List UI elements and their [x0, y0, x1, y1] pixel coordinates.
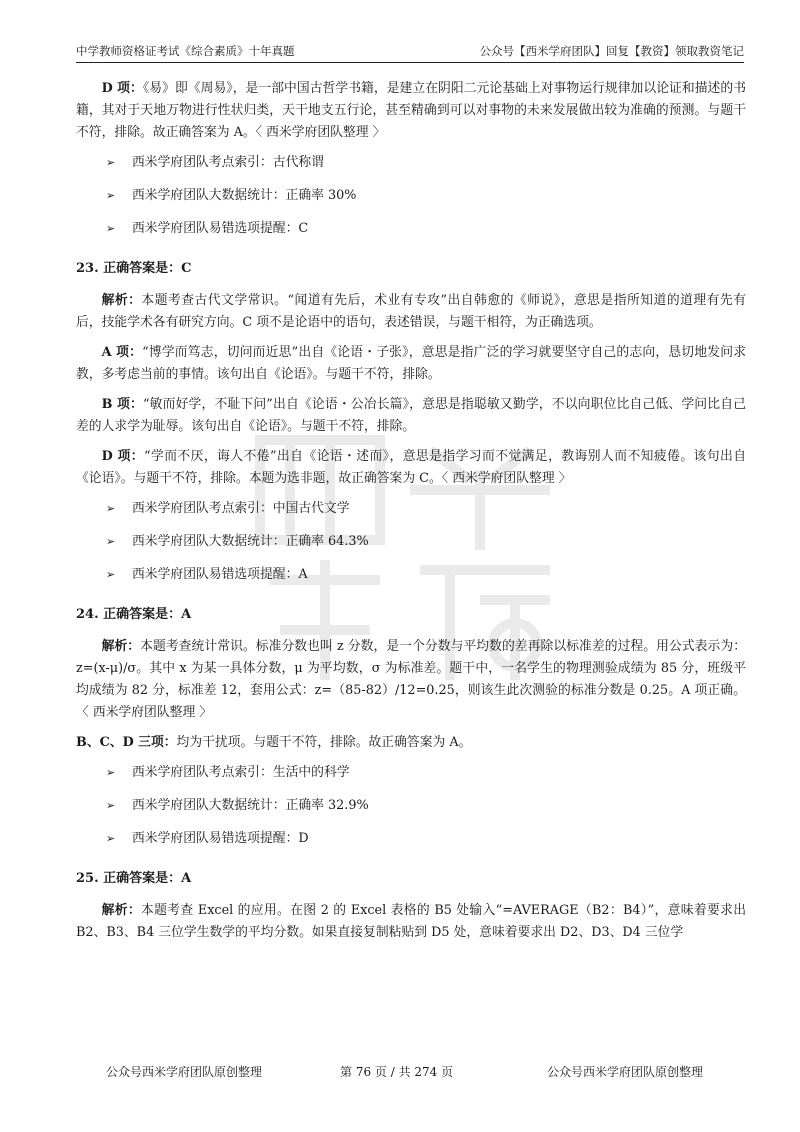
- arrow-bullet-icon: ➢: [106, 535, 116, 548]
- header-promo: 公众号【西米学府团队】回复【教资】领取教资笔记: [479, 44, 744, 58]
- option-d-label: D 项：: [101, 81, 143, 96]
- analysis-text: 本题考查 Excel 的应用。在图 2 的 Excel 表格的 B5 处输入“=AVERAGE（B2：B4）”，意味着要求出 B2、B3、B4 三位学生数学的平均分数。如果直接复制粘贴到 D5 处，意味着要求出 D2、D3、D4 三位学: [76, 903, 747, 940]
- option-b-label: B 项：: [101, 397, 143, 412]
- question-24-title: 24. 正确答案是：A: [76, 607, 192, 622]
- options-bcd-text: 均为干扰项。与题干不符，排除。故正确答案为 A。: [176, 735, 472, 750]
- footer-left: 公众号西米学府团队原创整理: [106, 1065, 263, 1079]
- option-d-text: 《易》即《周易》，是一部中国古哲学书籍，是建立在阴阳二元论基础上对事物运行规律加以论证和描述的书籍，其对于天地万物进行性状归类，天干地支五行论，甚至精确到可以对事物的未来发展做出较为准确的预测。与题干不符，排除。故正确答案为 A。〈 西米学府团队整理 〉: [76, 81, 746, 140]
- header-title: 中学教师资格证考试《综合素质》十年真题: [76, 44, 295, 58]
- option-a-paragraph: [76, 342, 746, 386]
- option-d-text: “学而不厌，诲人不倦”出自《论语・述而》，意思是指学习而不觉满足，教诲别人而不知疲倦。该句出自《论语》。与题干不符，排除。本题为选非题，故正确答案为 C。〈 西米学府团队整理 〉: [76, 449, 746, 486]
- option-a-text: “博学而笃志，切问而近思”出自《论语・子张》，意思是指广泛的学习就要坚守自己的志向，恳切地发问求教，多考虑当前的事情。该句出自《论语》。与题干不符，排除。: [76, 345, 746, 382]
- bullet-text: 西米学府团队大数据统计：正确率 64.3%: [132, 534, 369, 549]
- bullet-item: [76, 152, 746, 174]
- page-header: [76, 40, 744, 63]
- option-b-text: “敏而好学，不耻下问”出自《论语・公冶长篇》，意思是指聪敏又勤学，不以向职位比自己低、学问比自己差的人求学为耻辱。该句出自《论语》。与题干不符，排除。: [76, 397, 746, 434]
- option-a-label: A 项：: [101, 345, 143, 360]
- analysis-label: 解析：: [101, 639, 141, 654]
- analysis-label: 解析：: [101, 903, 141, 918]
- option-d-label: D 项：: [101, 449, 145, 464]
- arrow-bullet-icon: ➢: [106, 189, 116, 202]
- bullet-text: 西米学府团队大数据统计：正确率 32.9%: [132, 798, 369, 813]
- arrow-bullet-icon: ➢: [106, 832, 116, 845]
- bullet-text: 西米学府团队易错选项提醒：D: [132, 831, 309, 846]
- bullet-text: 西米学府团队考点索引：古代称谓: [132, 155, 324, 170]
- option-b-paragraph: [76, 394, 746, 438]
- bullet-item: [76, 498, 746, 520]
- arrow-bullet-icon: ➢: [106, 156, 116, 169]
- analysis-paragraph: [76, 900, 746, 944]
- question-23-title: 23. 正确答案是：C: [76, 261, 192, 276]
- page-content: [76, 78, 746, 952]
- page-number: 第 76 页 / 共 274 页: [340, 1065, 454, 1079]
- option-d-paragraph: [76, 446, 746, 490]
- analysis-text: 本题考查统计常识。标准分数也叫 z 分数，是一个分数与平均数的差再除以标准差的过程。用公式表示为：z=(x-μ)/σ。其中 x 为某一具体分数，μ 为平均数，σ 为标准差。题干中，一名学生的物理测验成绩为 85 分，班级平均成绩为 82 分，标准差 12，套用公式：z=（85-82）/12=0.25，则该生此次测验的标准分数是 0.25。A 项正确。〈 西米学府团队整理 〉: [76, 639, 746, 720]
- analysis-text: 本题考查古代文学常识。“闻道有先后，术业有专攻”出自韩愈的《师说》，意思是指所知道的道理有先有后，技能学术各有研究方向。C 项不是论语中的语句，表述错误，与题干相符，为正确选项。: [76, 293, 746, 330]
- bullet-item: [76, 218, 746, 240]
- bullet-item: [76, 531, 746, 553]
- page-footer: [0, 1062, 800, 1082]
- question-25-title: 25. 正确答案是：A: [76, 871, 192, 886]
- arrow-bullet-icon: ➢: [106, 222, 116, 235]
- analysis-paragraph: [76, 290, 746, 334]
- bullet-item: [76, 564, 746, 586]
- bullet-text: 西米学府团队大数据统计：正确率 30%: [132, 188, 357, 203]
- arrow-bullet-icon: ➢: [106, 568, 116, 581]
- bullet-text: 西米学府团队考点索引：生活中的科学: [132, 765, 350, 780]
- options-bcd-label: B、C、D 三项：: [76, 735, 177, 750]
- analysis-paragraph: [76, 636, 746, 724]
- bullet-text: 西米学府团队易错选项提醒：A: [132, 567, 308, 582]
- bullet-item: [76, 795, 746, 817]
- bullet-item: [76, 762, 746, 784]
- arrow-bullet-icon: ➢: [106, 799, 116, 812]
- option-d-paragraph: [76, 78, 746, 144]
- bullet-item: [76, 828, 746, 850]
- options-bcd-paragraph: [76, 732, 746, 754]
- bullet-text: 西米学府团队考点索引：中国古代文学: [132, 501, 350, 516]
- bullet-text: 西米学府团队易错选项提醒：C: [132, 221, 309, 236]
- arrow-bullet-icon: ➢: [106, 766, 116, 779]
- footer-right: 公众号西米学府团队原创整理: [547, 1065, 704, 1079]
- arrow-bullet-icon: ➢: [106, 502, 116, 515]
- bullet-item: [76, 185, 746, 207]
- analysis-label: 解析：: [101, 293, 142, 308]
